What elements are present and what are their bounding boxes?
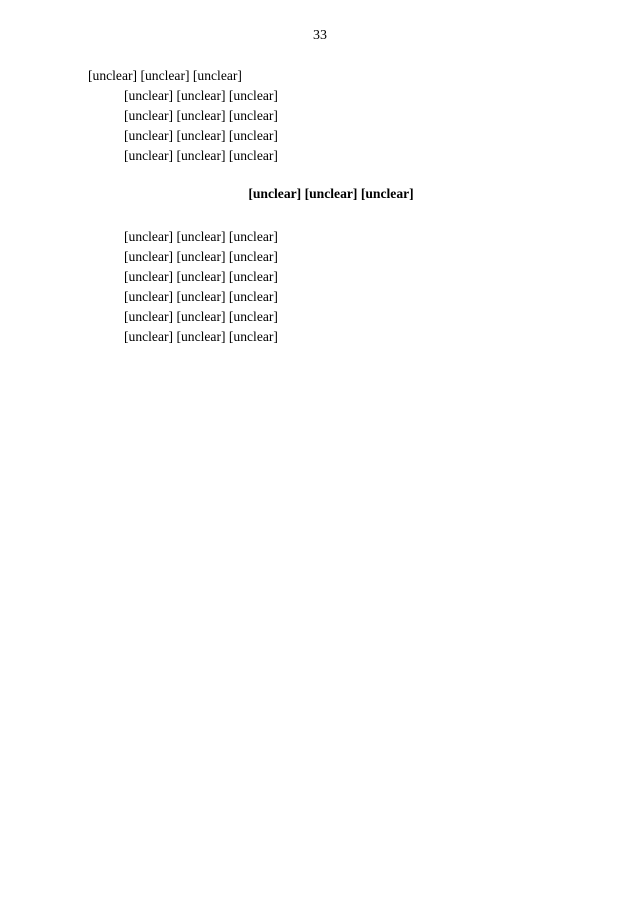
list-item-food-supply: [unclear] [unclear] [unclear] [124,308,278,324]
paragraph-planned-measures: [unclear] [unclear] [unclear] [124,148,278,164]
paragraph-basis: [unclear] [unclear] [unclear] [124,228,278,244]
paragraph-continuation: [unclear] [unclear] [unclear] [88,68,242,83]
list-item-modernization: [unclear] [unclear] [unclear] [124,329,278,345]
paragraph-wto: [unclear] [unclear] [unclear] [124,88,278,104]
paragraph-processing: [unclear] [unclear] [unclear] [124,128,278,144]
section-heading: [unclear] [unclear] [unclear] [248,186,414,202]
paragraph-volumes: [unclear] [unclear] [unclear] [124,108,278,124]
page-number: 33 [313,28,327,43]
paragraph-priorities: [unclear] [unclear] [unclear] [124,248,278,264]
page-content [88,68,574,349]
list-item-breeding: [unclear] [unclear] [unclear] [124,288,278,304]
list-item-dairy: [unclear] [unclear] [unclear] [124,268,278,284]
